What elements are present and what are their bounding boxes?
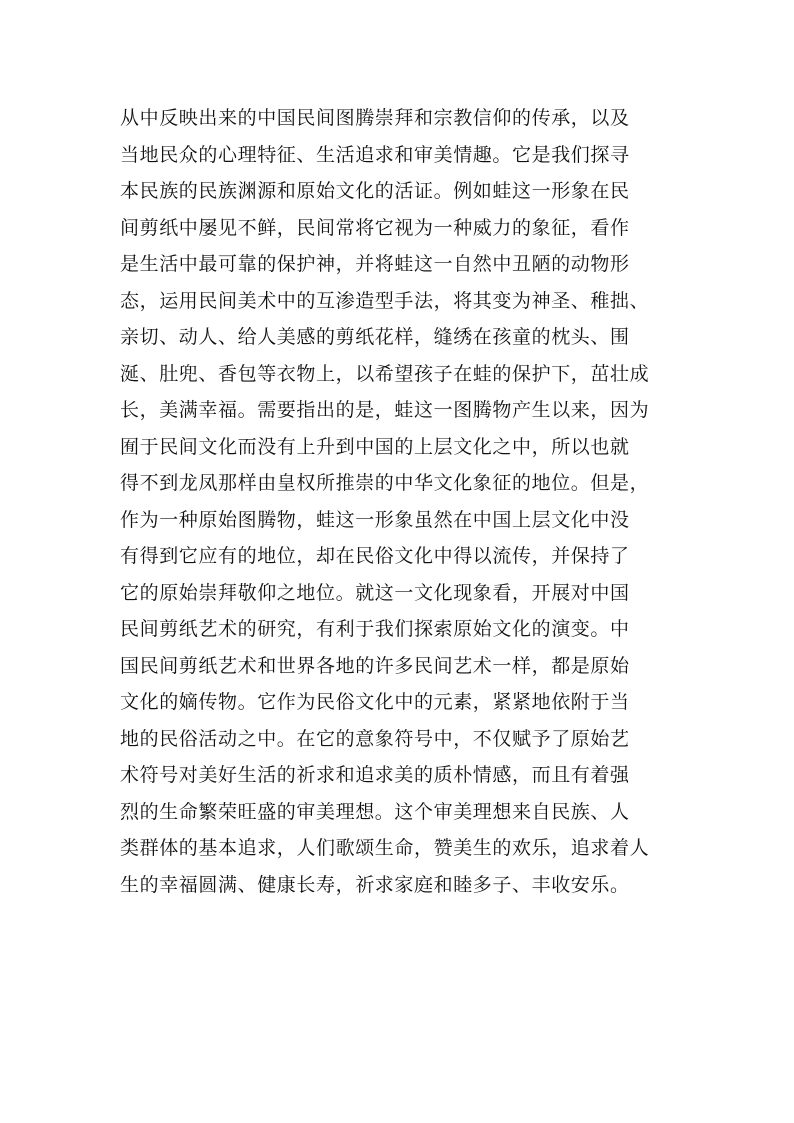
text-line: 民间剪纸艺术的研究，有利于我们探索原始文化的演变。中 <box>120 618 630 640</box>
text-line: 涎、肚兜、香包等衣物上，以希望孩子在蛙的保护下，茁壮成 <box>120 362 650 385</box>
body-paragraph <box>120 100 680 903</box>
text-line: 国民间剪纸艺术和世界各地的许多民间艺术一样，都是原始 <box>120 654 630 677</box>
text-line: 烈的生命繁荣旺盛的审美理想。这个审美理想来自民族、人 <box>120 800 630 823</box>
text-line: 长，美满幸福。需要指出的是，蛙这一图腾物产生以来，因为 <box>120 399 650 421</box>
text-line: 作为一种原始图腾物，蛙这一形象虽然在中国上层文化中没 <box>120 508 630 531</box>
text-line: 本民族的民族渊源和原始文化的活证。例如蛙这一形象在民 <box>120 180 630 202</box>
text-line: 得不到龙凤那样由皇权所推崇的中华文化象征的地位。但是， <box>120 472 650 494</box>
text-line: 地的民俗活动之中。在它的意象符号中，不仅赋予了原始艺 <box>120 727 630 750</box>
text-line: 间剪纸中屡见不鲜，民间常将它视为一种威力的象征，看作 <box>120 216 630 239</box>
text-line: 文化的嫡传物。它作为民俗文化中的元素，紧紧地依附于当 <box>120 691 630 713</box>
text-line: 亲切、动人、给人美感的剪纸花样，缝绣在孩童的枕头、围 <box>120 326 630 348</box>
text-line: 囿于民间文化而没有上升到中国的上层文化之中，所以也就 <box>120 435 630 458</box>
text-line: 术符号对美好生活的祈求和追求美的质朴情感，而且有着强 <box>120 764 630 786</box>
text-line: 有得到它应有的地位，却在民俗文化中得以流传，并保持了 <box>120 545 630 567</box>
text-line: 从中反映出来的中国民间图腾崇拜和宗教信仰的传承，以及 <box>120 107 630 129</box>
text-line: 类群体的基本追求，人们歌颂生命，赞美生的欢乐，追求着人 <box>120 837 650 859</box>
text-line: 是生活中最可靠的保护神，并将蛙这一自然中丑陋的动物形 <box>120 253 630 275</box>
text-line: 它的原始崇拜敬仰之地位。就这一文化现象看，开展对中国 <box>120 581 630 604</box>
text-line: 态，运用民间美术中的互渗造型手法，将其变为神圣、稚拙、 <box>120 289 650 312</box>
text-line: 当地民众的心理特征、生活追求和审美情趣。它是我们探寻 <box>120 143 630 166</box>
text-line: 生的幸福圆满、健康长寿，祈求家庭和睦多子、丰收安乐。 <box>120 873 630 896</box>
